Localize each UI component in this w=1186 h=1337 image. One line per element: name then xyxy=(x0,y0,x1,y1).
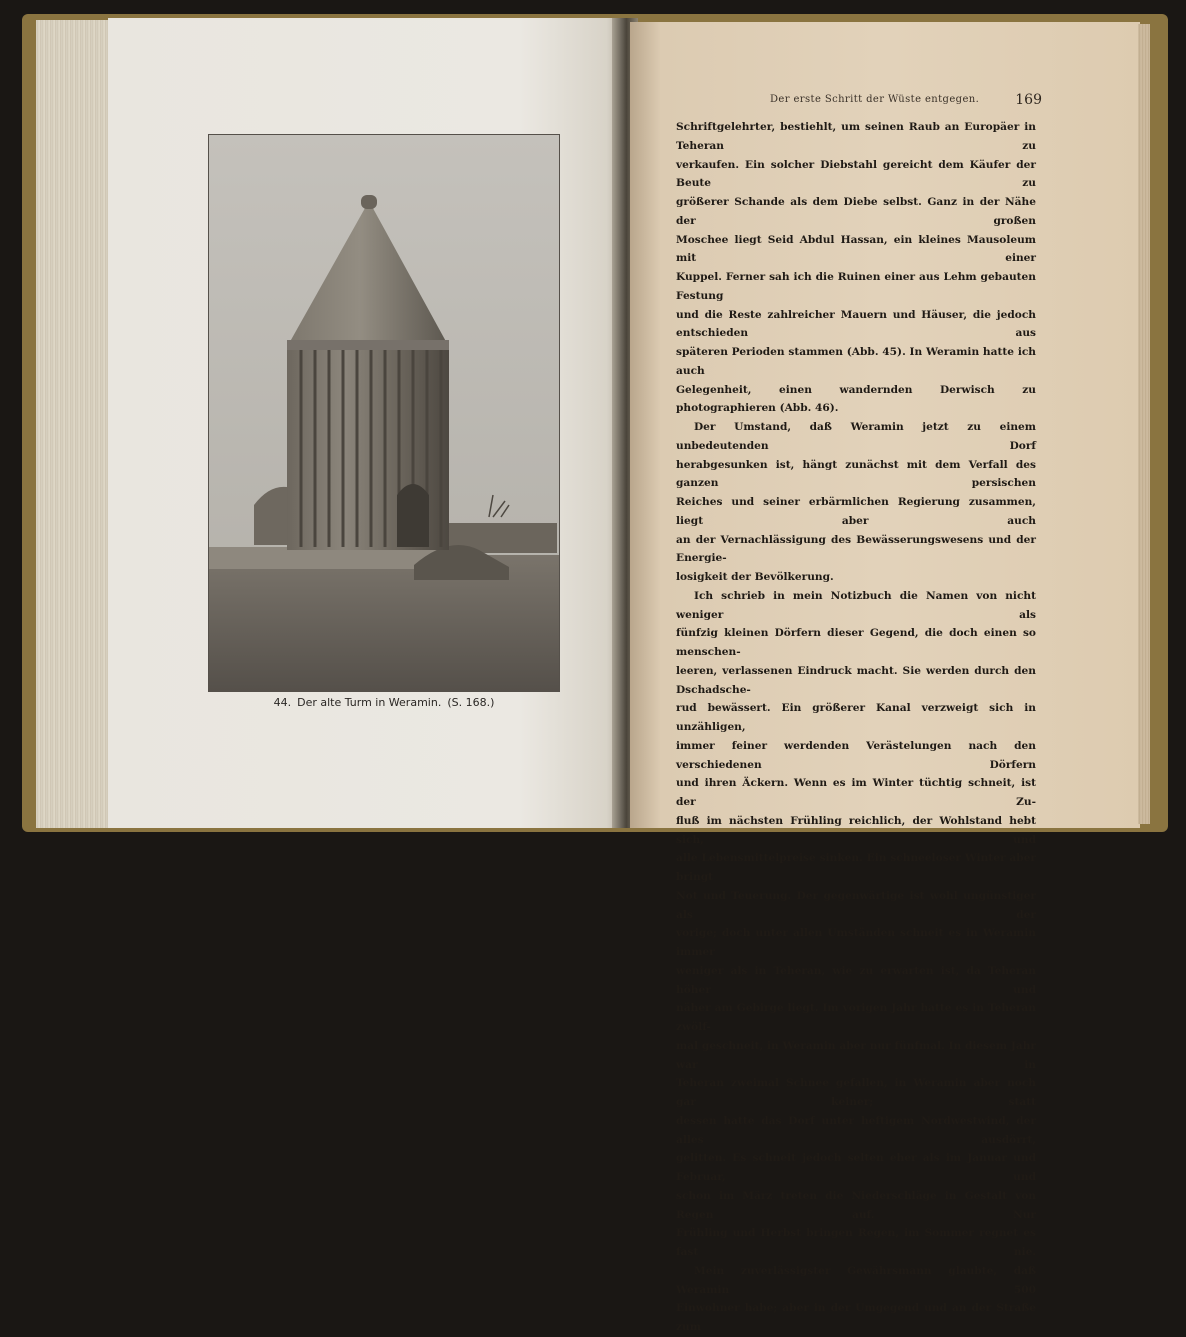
running-head: Der erste Schritt der Wüste entgegen. xyxy=(770,94,980,105)
text-line: näher am Gebirge liegt. Im vorigen Jahr hatte es in Teheran zwölf- xyxy=(676,1002,1036,1033)
text-line: dessen hatte das Dorf unter heftigem Nordwestwind, der alles ausdörrt, xyxy=(676,1114,1036,1146)
text-line: Moschee liegt Seid Abdul Hassan, ein kleines Mausoleum mit einer xyxy=(676,233,1036,265)
text-line: verkaufen. Ein solcher Diebstahl gereicht dem Käufer der Beute zu xyxy=(676,158,1036,190)
text-line: alle Lebensmittelpreise sinken. Ein schneeloser Winter aber bringt xyxy=(676,852,1036,883)
text-line: Reiches und seiner erbärmlichen Regierung zusammen, liegt aber auch xyxy=(676,496,1036,527)
page-number: 169 xyxy=(1015,92,1042,108)
text-line: gelitten. Es schneit jedoch selten eher als im Januar und Februar, und xyxy=(676,1152,1036,1183)
text-line: leeren, verlassenen Eindruck macht. Sie werden durch den Dschadsche- xyxy=(676,664,1036,696)
page-header xyxy=(660,92,1060,114)
text-line: Der Umstand, daß Weramin jetzt zu einem unbedeutenden Dorf xyxy=(676,421,1036,452)
text-line: mal geschneit, in Weramin aber nur fünfmal. In diesem Jahr war in xyxy=(676,1039,1036,1071)
page-edges-right xyxy=(1138,24,1150,824)
text-line: fünfzig kleinen Dörfern dieser Gegend, die doch einen so menschen- xyxy=(676,627,1036,658)
tower-illustration xyxy=(209,135,559,691)
text-line: späteren Perioden stammen (Abb. 45). In Weramin hatte ich auch xyxy=(676,346,1036,377)
text-line: losigkeit der Bevölkerung. xyxy=(676,571,834,583)
text-line: Gelegenheit, einen wandernden Derwisch zu photographieren (Abb. 46). xyxy=(676,383,1036,415)
figure-number: 44. xyxy=(273,696,292,709)
text-line: fluß im nächsten Frühling reichlich, der Wohlstand hebt sich, und xyxy=(676,814,1036,846)
text-line: Mein zuverlässigster Gewährsmann glaubte, daß Weramin 500 xyxy=(676,1264,1036,1296)
text-line: schon im März treten die Niederschläge in Gestalt von Regen auf. Nur xyxy=(676,1189,1036,1221)
figure-title: Der alte Turm in Weramin. xyxy=(297,696,442,709)
body-text xyxy=(676,118,1036,1337)
text-line: und ihren Äckern. Wenn es im Winter tüchtig schneit, ist der Zu- xyxy=(676,777,1036,808)
text-line: herabgesunken ist, hängt zunächst mit dem Verfall des ganzen persischen xyxy=(676,458,1036,490)
figure-reference: (S. 168.) xyxy=(447,696,495,709)
text-line: Ich schrieb in mein Notizbuch die Namen von nicht weniger als xyxy=(676,589,1036,621)
tower-photograph xyxy=(208,134,560,692)
text-line: rud bewässert. Ein größerer Kanal verzweigt sich in unzähligen, xyxy=(676,702,1036,733)
text-line: an der Vernachlässigung des Bewässerungswesens und der Energie- xyxy=(676,533,1036,565)
text-line: vorige; doch unter allen Umständen schneit es in Weramin immer xyxy=(676,927,1036,958)
text-line: weniger als in Teheran, wie zu erwarten ist, da Teheran höher und xyxy=(676,964,1036,996)
page-edges-left xyxy=(36,20,116,828)
text-line: Kuppel. Ferner sah ich die Ruinen einer aus Lehm gebauten Festung xyxy=(676,271,1036,302)
text-line: und die Reste zahlreicher Mauern und Häuser, die jedoch entschieden aus xyxy=(676,308,1036,340)
text-line: Frühling und Herbst bringen Regen, im Sommer regnet es fast nie. xyxy=(676,1227,1036,1258)
text-line: Einwohner habe; aber in der Umgegend und an der Straße zum xyxy=(676,1302,1036,1333)
text-line: größerer Schande als dem Diebe selbst. Ganz in der Nähe der großen xyxy=(676,196,1036,227)
text-line: immer feiner werdenden Verästelungen nach den verschiedenen Dörfern xyxy=(676,739,1036,771)
text-line: Not und Teuerung. Der gegenwärtige ist wohl ungünstiger als der xyxy=(676,889,1036,921)
text-line: Schriftgelehrter, bestiehlt, um seinen Raub an Europäer in Teheran zu xyxy=(676,121,1036,152)
text-line: Teheran zweimal Schnee gefallen, in Weramin aber noch gar keiner; statt xyxy=(676,1077,1036,1108)
figure-caption xyxy=(208,696,560,709)
